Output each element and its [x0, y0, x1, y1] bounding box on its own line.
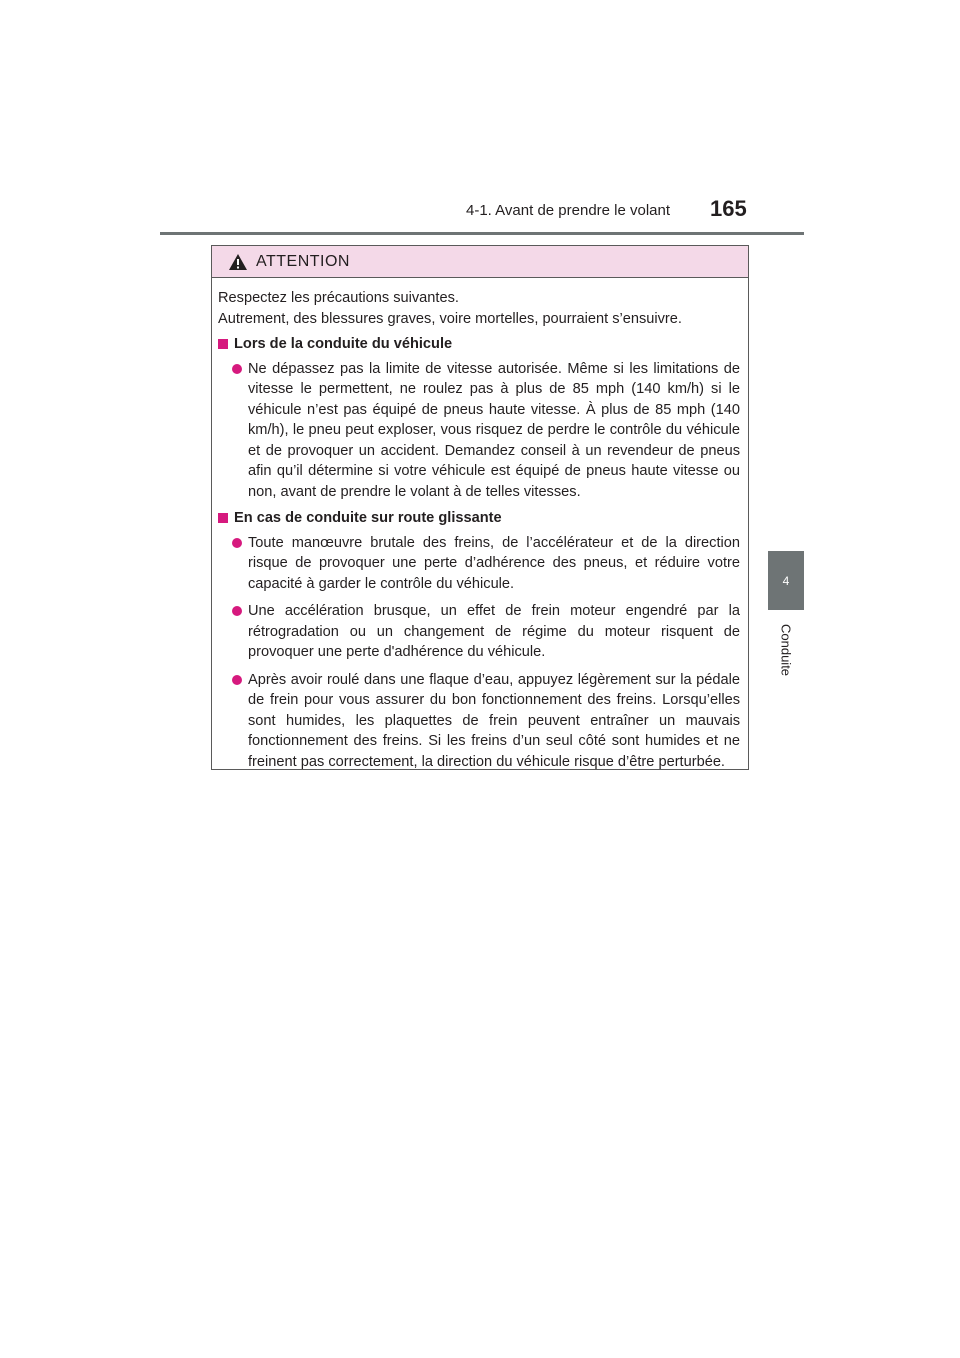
list-item — [218, 601, 742, 663]
caution-intro — [218, 288, 742, 329]
square-bullet-icon — [218, 513, 228, 523]
round-bullet-icon — [232, 675, 242, 685]
list-item-text: Ne dépassez pas la limite de vitesse autorisée. Même si les limitations de vitesse le permettent, ne roulez pas à plus de 85 mph (140 km/h) si le véhicule n’est pas équipé de pneus haute vitesse. À plus de 85 mph (140 km/h), le pneu peut exploser, vous risquez de perdre le contrôle du véhicule et de provoquer un accident. Demandez conseil à un revendeur de pneus afin qu’il détermine si votre véhicule est équipé de pneus haute vitesse ou non, avant de prendre le volant à de telles vitesses. — [248, 360, 740, 500]
caution-header — [212, 246, 748, 278]
round-bullet-icon — [232, 606, 242, 616]
section-heading-text: Lors de la conduite du véhicule — [234, 336, 453, 352]
caution-body — [212, 278, 748, 772]
running-header-section: 4-1. Avant de prendre le volant — [466, 202, 671, 219]
list-item-text: Toute manœuvre brutale des freins, de l’accélérateur et de la direction risque de provoquer une perte d’adhérence des pneus, et réduire votre capacité à garder le contrôle du véhicule. — [248, 534, 740, 592]
caution-title: ATTENTION — [256, 252, 350, 270]
list-item — [218, 359, 742, 503]
chapter-number: 4 — [782, 573, 790, 588]
warning-triangle-icon — [228, 253, 248, 271]
section-heading — [218, 508, 742, 529]
intro-line: Autrement, des blessures graves, voire mortelles, pourraient s’ensuivre. — [218, 310, 682, 327]
section-heading — [218, 334, 742, 355]
list-item-text: Après avoir roulé dans une flaque d’eau, appuyez légèrement sur la pédale de frein pour vous assurer du bon fonctionnement des freins. Lorsqu’elles sont humides, les plaquettes de frein peuvent entraîner un mauvais fonctionnement des freins. Si les freins d’un seul côté sont humides et ne freinent pas correctement, la direction du véhicule risque d’être perturbée. — [248, 671, 740, 770]
round-bullet-icon — [232, 364, 242, 374]
header-rule — [160, 232, 804, 235]
list-item — [218, 670, 742, 773]
square-bullet-icon — [218, 339, 228, 349]
list-item — [218, 533, 742, 595]
caution-box — [211, 245, 749, 770]
intro-line: Respectez les précautions suivantes. — [218, 290, 459, 306]
round-bullet-icon — [232, 538, 242, 548]
page-number: 165 — [710, 196, 747, 221]
chapter-label: Conduite — [778, 623, 794, 677]
chapter-tab — [768, 551, 804, 610]
section-heading-text: En cas de conduite sur route glissante — [234, 510, 502, 526]
list-item-text: Une accélération brusque, un effet de frein moteur engendré par la rétrogradation ou un changement de régime du moteur risquent de provoquer une perte d'adhérence du véhicule. — [248, 603, 740, 660]
